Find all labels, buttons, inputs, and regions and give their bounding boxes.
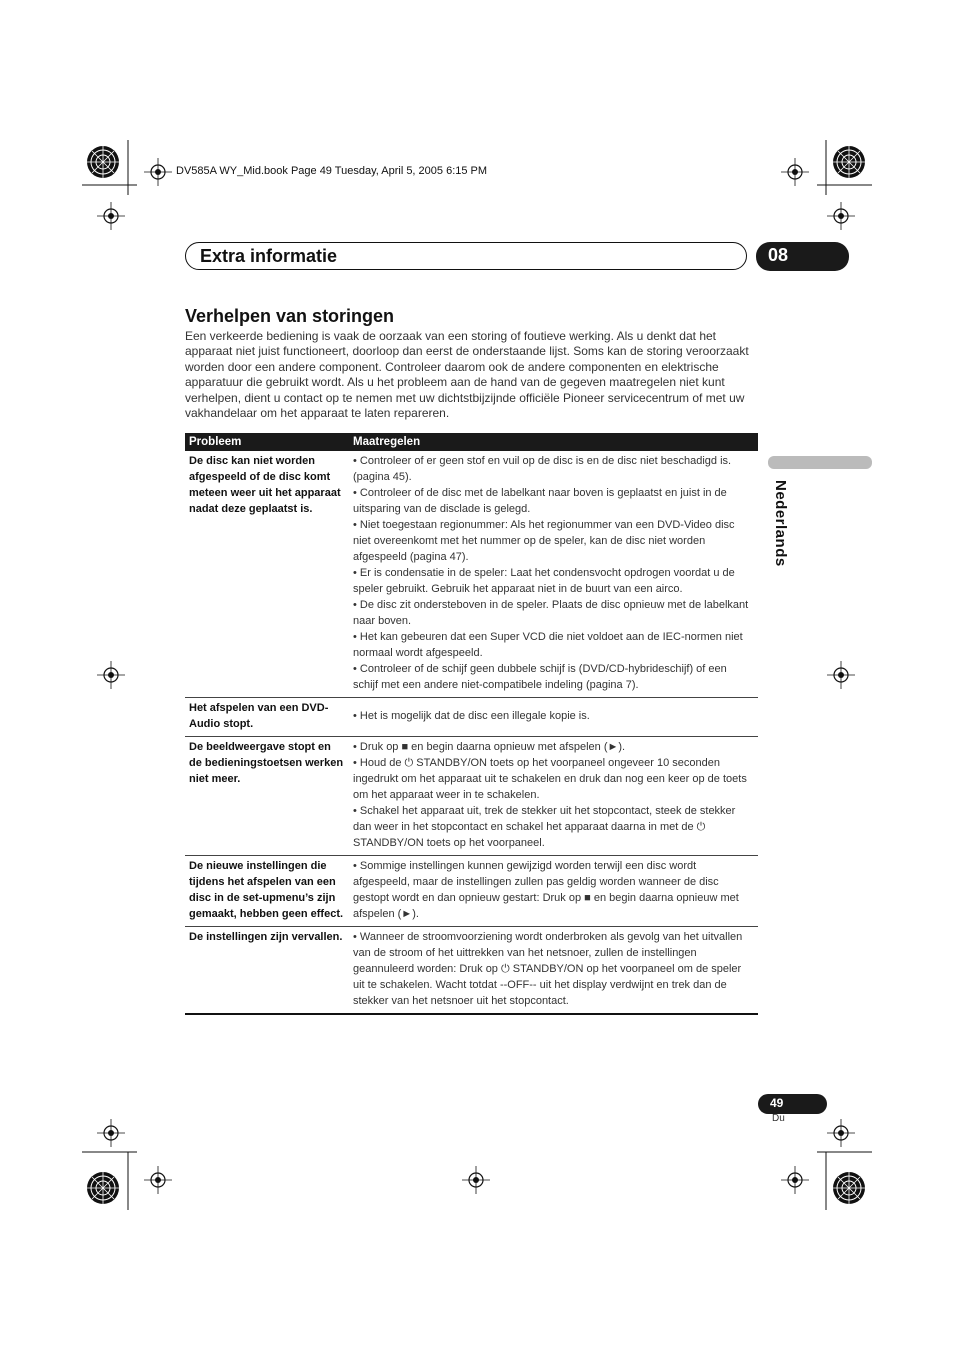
- chapter-header: [185, 242, 747, 270]
- remedy-cell: [349, 698, 758, 737]
- table-row: [185, 927, 758, 1015]
- page-number-badge: [758, 1094, 827, 1114]
- page-number: 49: [770, 1096, 784, 1110]
- page-language-code: Du: [772, 1113, 785, 1124]
- remedy-item: • Niet toegestaan regionummer: Als het regionummer van een DVD-Video disc niet overeenkomt met het nummer op de speler, kan de disc niet worden afgespeeld (pagina 47).: [353, 519, 735, 563]
- book-info-line: DV585A WY_Mid.book Page 49 Tuesday, April 5, 2005 6:15 PM: [176, 165, 488, 177]
- remedy-item: • Het kan gebeuren dat een Super VCD die niet voldoet aan de IEC-normen niet normaal wordt afgespeeld.: [353, 631, 743, 659]
- chapter-number-badge: [756, 242, 849, 271]
- remedy-item: • Houd de ⏻ STANDBY/ON toets op het voorpaneel ongeveer 10 seconden ingedrukt om het apparaat uit te schakelen en druk dan nog een keer op de toets om het apparaat weer in te schakelen.: [353, 757, 747, 801]
- problem-cell: De instellingen zijn vervallen.: [185, 927, 349, 1015]
- table-row: [185, 698, 758, 737]
- remedy-cell: [349, 927, 758, 1015]
- intro-paragraph: Een verkeerde bediening is vaak de oorzaak van een storing of foutieve werking. Als u denkt dat het apparaat niet juist functioneert, doorloop dan eerst de onderstaande lijst. Soms kan de storing veroorzaakt worden door een andere component. Controleer daarom ook de andere componenten en elektrische apparatuur die gebruikt wordt. Als u het probleem aan de hand van de gegeven maatregelen niet kunt verhelpen, dient u contact op te nemen met uw dichtstbijzijnde officiële Pioneer servicecentrum of met uw vakhandelaar om het apparaat te laten repareren.: [185, 329, 749, 421]
- column-header-problem: Probleem: [185, 433, 349, 451]
- remedy-item: • Wanneer de stroomvoorziening wordt onderbroken als gevolg van het uitvallen van de stroom of het uittrekken van het netsnoer, zullen de instellingen geannuleerd worden: Druk op ⏻ STANDBY/ON op het voorpaneel om de speler uit te schakelen. Wacht totdat --OFF-- uit het display verdwijnt en trek dan de stekker van het netsnoer uit het stopcontact.: [353, 931, 743, 1007]
- remedy-item: • Controleer of de schijf geen dubbele schijf is (DVD/CD-hybrideschijf) of een schijf met een andere niet-compatibele indeling (pagina 7).: [353, 663, 727, 691]
- remedy-item: • Controleer of er geen stof en vuil op de disc is en de disc niet beschadigd is. (pagina 45).: [353, 455, 732, 483]
- troubleshooting-table: [185, 433, 758, 1015]
- language-label: Nederlands: [772, 480, 789, 567]
- remedy-cell: [349, 451, 758, 698]
- remedy-cell: [349, 856, 758, 927]
- remedy-item: • Sommige instellingen kunnen gewijzigd worden terwijl een disc wordt afgespeeld, maar de instellingen zullen pas geldig worden wanneer de disc gestopt wordt en dan opnieuw gestart: Druk op ■ en begin daarna opnieuw met afspelen (►).: [353, 860, 739, 920]
- remedy-item: • Er is condensatie in de speler: Laat het condensvocht opdrogen voordat u de speler gebruikt. Gebruik het apparaat niet in de buurt van een airco.: [353, 567, 735, 595]
- problem-cell: De nieuwe instellingen die tijdens het afspelen van een disc in de set-upmenu’s zijn gemaakt, hebben geen effect.: [185, 856, 349, 927]
- chapter-title: Extra informatie: [200, 246, 338, 266]
- remedy-item: • Controleer of de disc met de labelkant naar boven is geplaatst en juist in de uitsparing van de disclade is gelegd.: [353, 487, 727, 515]
- table-header-row: [185, 433, 758, 451]
- remedy-cell: [349, 737, 758, 856]
- chapter-number: 08: [768, 245, 789, 265]
- language-tab: [768, 456, 872, 469]
- problem-cell: Het afspelen van een DVD-Audio stopt.: [185, 698, 349, 737]
- problem-cell: De beeldweergave stopt en de bedieningstoetsen werken niet meer.: [185, 737, 349, 856]
- remedy-item: • Schakel het apparaat uit, trek de stekker uit het stopcontact, steek de stekker dan weer in het stopcontact en schakel het apparaat daarna in met de ⏻ STANDBY/ON toets op het voorpaneel.: [353, 805, 736, 849]
- table-row: [185, 451, 758, 698]
- remedy-item: • De disc zit ondersteboven in de speler. Plaats de disc opnieuw met de labelkant naar boven.: [353, 599, 749, 627]
- table-row: [185, 737, 758, 856]
- remedy-item: • Druk op ■ en begin daarna opnieuw met afspelen (►).: [353, 741, 626, 753]
- column-header-remedies: Maatregelen: [349, 433, 758, 451]
- table-row: [185, 856, 758, 927]
- problem-cell: De disc kan niet worden afgespeeld of de disc komt meteen weer uit het apparaat nadat deze geplaatst is.: [185, 451, 349, 698]
- remedy-item: • Het is mogelijk dat de disc een illegale kopie is.: [353, 710, 590, 722]
- section-title: Verhelpen van storingen: [185, 306, 395, 326]
